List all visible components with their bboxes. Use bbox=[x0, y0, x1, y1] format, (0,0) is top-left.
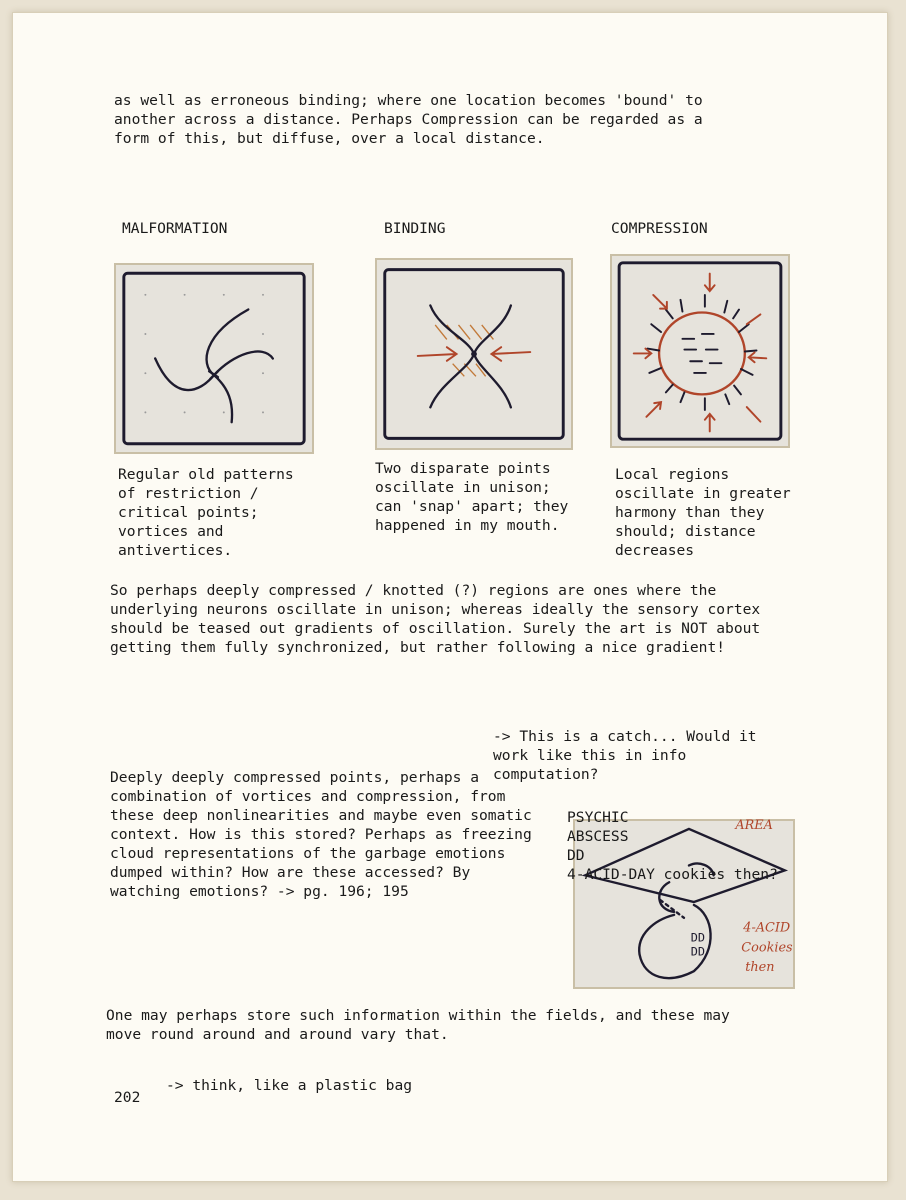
paragraph-synchronization: So perhaps deeply compressed / knotted (?) regions are ones where the underlying neurons oscillate in unison; whereas ideally the sensory cortex should be teased out gradients of oscillation. Surely the art is NOT about getting them fully synchronized, but rather following a nice gradient! bbox=[110, 582, 761, 656]
binding-sketch-photo bbox=[375, 258, 573, 450]
compression-sketch bbox=[612, 256, 788, 446]
svg-text:Cookies: Cookies bbox=[741, 940, 793, 956]
svg-text:4-ACID: 4-ACID bbox=[743, 920, 791, 936]
side-note-clip bbox=[493, 727, 793, 783]
malformation-sketch-photo bbox=[114, 263, 314, 454]
figure-title-malformation: MALFORMATION bbox=[122, 220, 228, 237]
figure-caption-compression: Local regions oscillate in greater harmony than they should; distance decreases bbox=[615, 466, 791, 559]
binding-sketch bbox=[377, 260, 571, 448]
vortex-sketch bbox=[116, 265, 312, 452]
page-number: 202 bbox=[114, 1089, 141, 1106]
figure-caption-malformation: Regular old patterns of restriction / critical points; vortices and antivertices. bbox=[118, 466, 294, 559]
side-note: -> This is a catch... Would it work like this in info computation? bbox=[493, 728, 757, 783]
figure-caption-binding: Two disparate points oscillate in unison; can 'snap' apart; they happened in my mouth. bbox=[375, 460, 569, 534]
figure-title-compression: COMPRESSION bbox=[611, 220, 708, 237]
handwritten-area-label: AREA bbox=[735, 817, 773, 833]
footnote: -> think, like a plastic bag bbox=[166, 1077, 413, 1094]
paragraph-compressed-points: Deeply deeply compressed points, perhaps a combination of vortices and compression, from these deep nonlinearities and maybe even somatic context. How is this stored? Perhaps as freezing cloud representations of the garbage emotions dumped within? How are these accessed? By watching emotions? -> pg. 196; 195 bbox=[110, 769, 532, 900]
intro-paragraph: as well as erroneous binding; where one location becomes 'bound' to another across a distance. Perhaps Compression can be regarded as a form of this, but diffuse, over a local distance. bbox=[114, 92, 703, 147]
notebook-page bbox=[12, 12, 888, 1182]
sketch-label-psychic-abscess: PSYCHIC ABSCESS DD 4-ACID-DAY cookies then? bbox=[567, 809, 778, 883]
handwritten-dd-label: DD DD bbox=[690, 930, 705, 959]
svg-text:then: then bbox=[745, 960, 775, 976]
compression-sketch-photo bbox=[610, 254, 790, 448]
paragraph-fields: One may perhaps store such information within the fields, and these may move round around and around vary that. bbox=[106, 1007, 730, 1043]
figure-title-binding: BINDING bbox=[384, 220, 446, 237]
